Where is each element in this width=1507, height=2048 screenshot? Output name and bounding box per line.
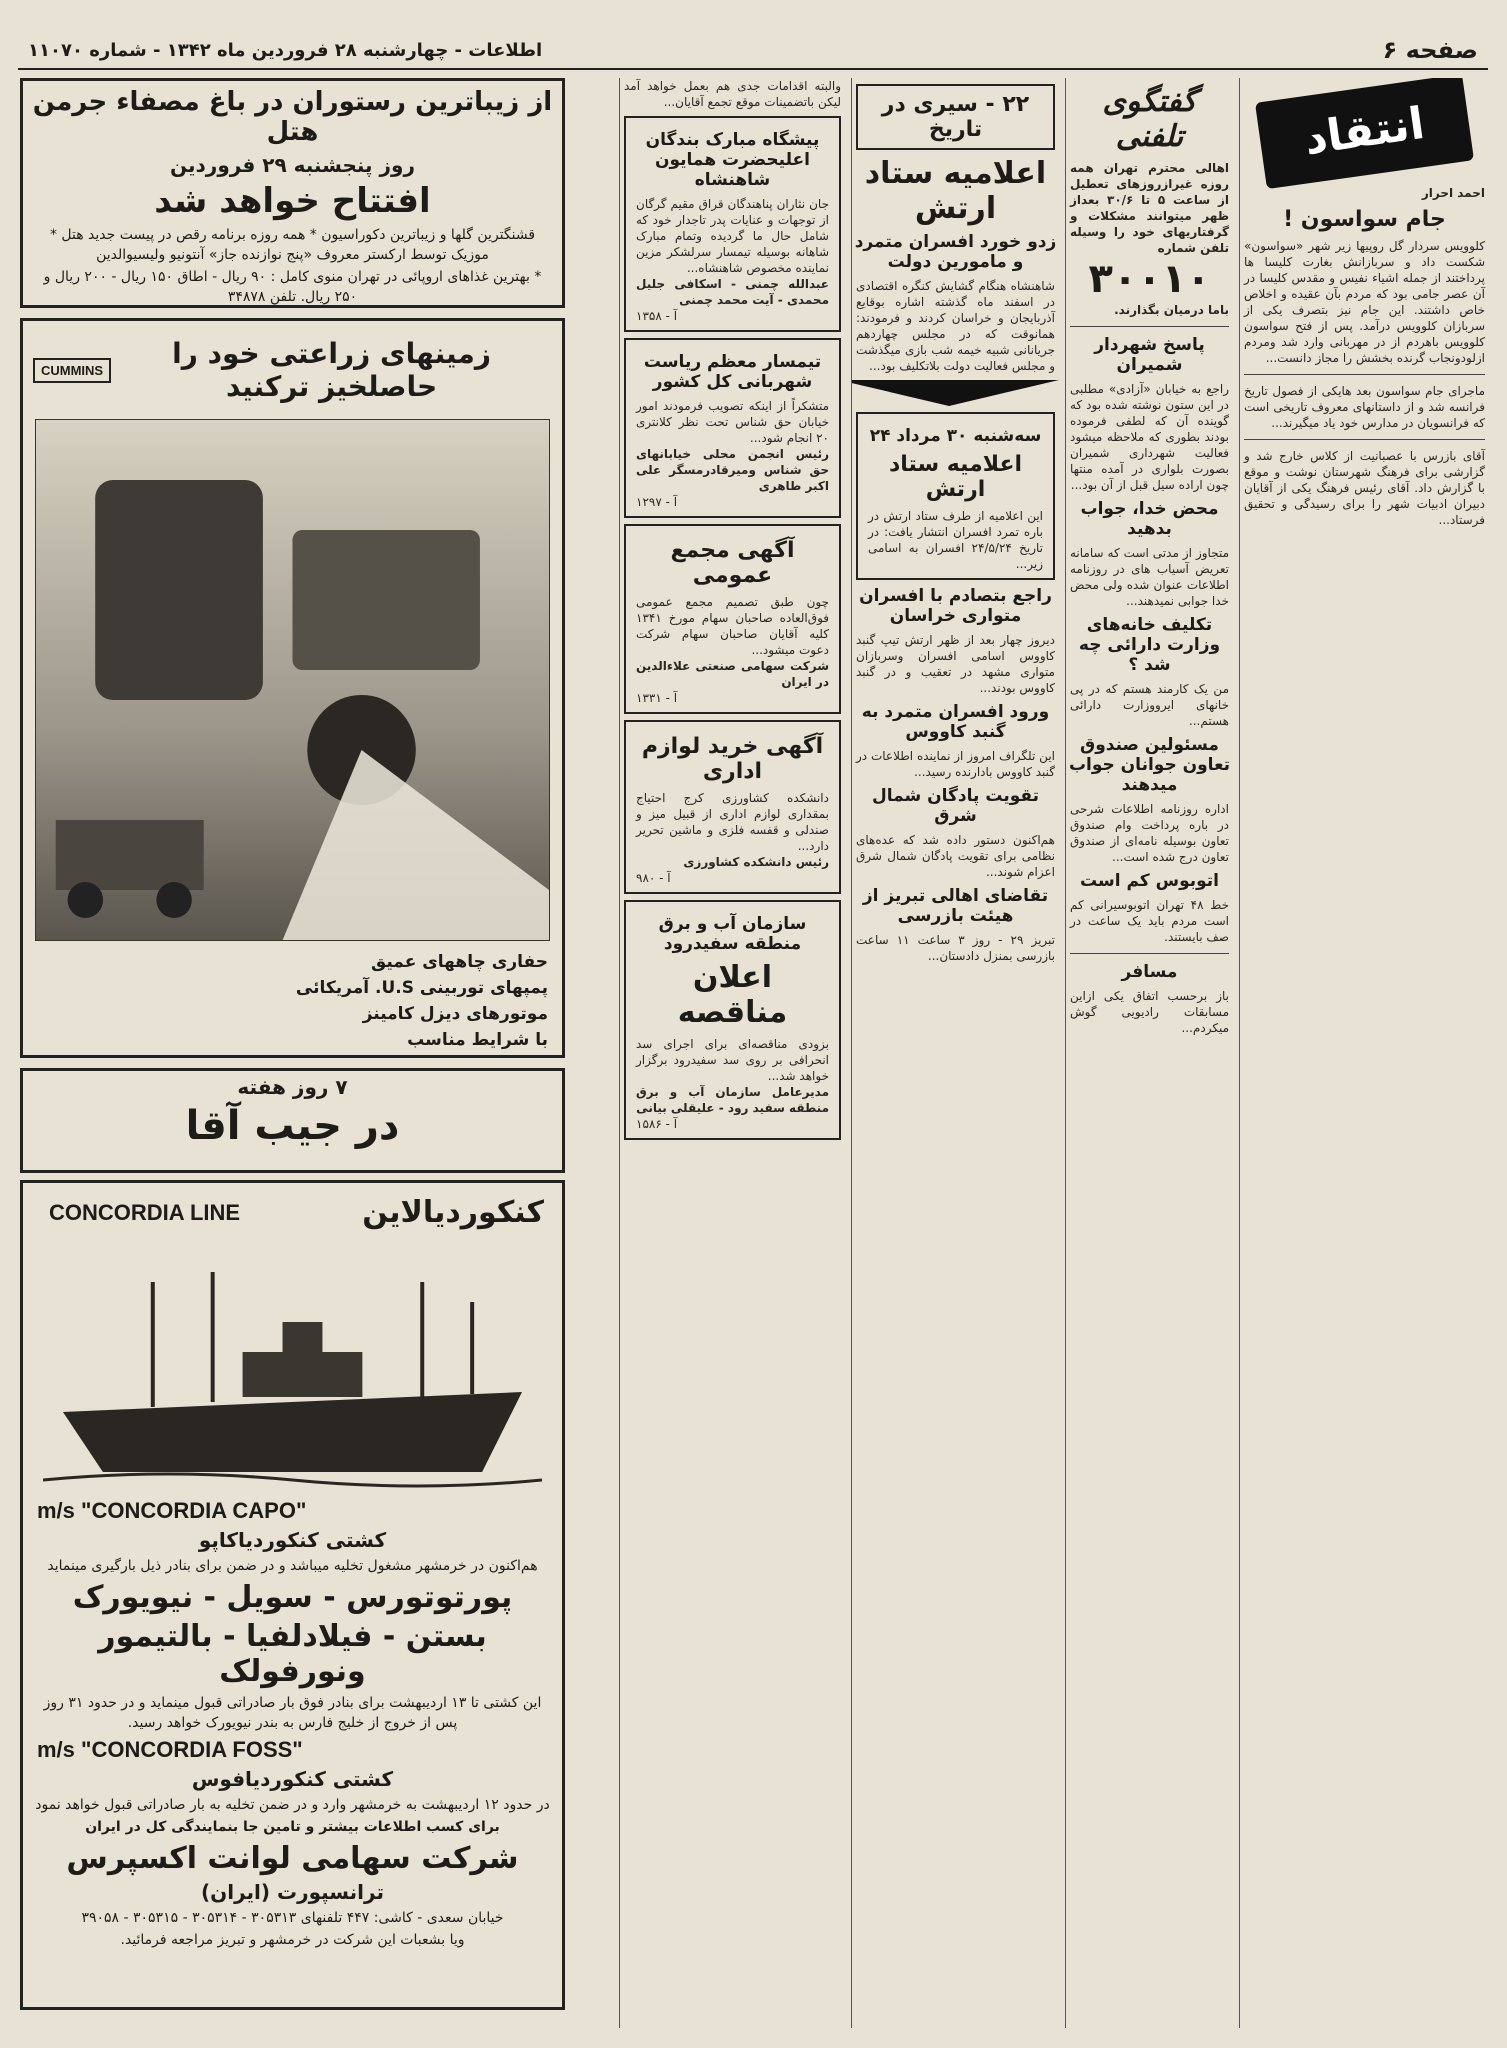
notice-code: آ - ۹۸۰ (636, 871, 671, 885)
item-title: تکلیف خانه‌های وزارت دارائی چه شد ؟ (1078, 615, 1221, 675)
section-banner: ۲۲ - سیری در تاریخ (856, 84, 1055, 150)
notice-signature: شرکت سهامی صنعتی علاءالدین در ایران (636, 659, 829, 689)
section-title: گفتگوی تلفنی (1102, 84, 1197, 154)
divider (1244, 439, 1485, 440)
column-criticism (1239, 78, 1489, 2028)
cummins-logo: CUMMINS (33, 358, 111, 383)
notice-signature: رئیس دانشکده کشاورزی (683, 855, 829, 869)
box-body: این اعلامیه از طرف ستاد ارتش در باره تمرد افسران انتشار یافت: در تاریخ ۲۴/۵/۲۴ افسران به اسامی زیر... (868, 509, 1043, 571)
ad-headline: زمینهای زراعتی خود را حاصلخیز ترکنید (172, 337, 491, 403)
notice-body: چون طبق تصمیم مجمع عمومی فوق‌العاده صاحبان سهام مورخ ۱۳۴۱ کلیه آقایان صاحبان سهام شرکت دعوت میشود... (636, 595, 829, 657)
feature-item: موتورهای دیزل کامینز (362, 1004, 548, 1024)
notice-body: متشکراً از اینکه تصویب فرمودند امور خیابان حق شناس تحت نظر کلانتری ۲۰ انجام شود... (636, 399, 829, 445)
item-title: اتوبوس کم است (1080, 871, 1219, 891)
notice-signature: رئیس انجمن محلی خیابانهای حق شناس ومیرقادرمسگر علی اکبر طاهری (636, 447, 829, 493)
divider (1070, 953, 1229, 954)
article-body: تبریز ۲۹ - روز ۳ ساعت ۱۱ ساعت بازرسی بمنزل دادستان... (856, 933, 1055, 963)
item-body: من یک کارمند هستم که در پی خانهای ایرووزارت دارائی هستم... (1070, 682, 1229, 728)
article-subheadline: تقویت پادگان شمال شرق (871, 786, 1039, 826)
page-number: صفحه ۶ (1382, 36, 1478, 64)
item-title: محض خدا، جواب بدهید (1080, 499, 1219, 539)
ad-line: این کشتی تا ۱۳ اردیبهشت برای بنادر فوق بار صادراتی قبول مینماید و در حدود ۳۱ روز پس از خروج از خلیج فارس به بندر نیویورک خواهد رسید. (43, 1695, 542, 1731)
notice-title: آگهی مجمع عمومی (670, 538, 795, 588)
ad-line: از زیباترین رستوران در باغ مصفاء جرمن هتل (32, 87, 553, 147)
ad-line: * بهترین غذاهای اروپائی در تهران منوی کامل : ۹۰ ریال - اطاق ۱۵۰ ریال - ۲۰۰ ریال و ۲۵۰ ریال. تلفن ۳۴۸۷۸ (43, 269, 542, 305)
phone-intro: اهالی محترم تهران همه روزه غیرازروزهای تعطیل از ساعت ۵ تا ۳۰/۶ بعداز ظهر میتوانند مشکلات و گرفتاریهای خود را وسیله تلفن شماره (1070, 161, 1229, 255)
ad-address: ویا بشعبات این شرکت در خرمشهر و تبریز مراجعه فرمائید. (120, 1932, 465, 1948)
ship-icon (43, 1242, 542, 1492)
article-subheadline: تقاضای اهالی تبریز از هیئت بازرسی (862, 886, 1049, 926)
notice-code: آ - ۱۵۸۶ (636, 1117, 678, 1131)
article-headline: اعلامیه ستاد ارتش (864, 156, 1047, 226)
article-subheadline: ورود افسران متمرد به گنبد کاووس (861, 702, 1050, 742)
column-phone (1065, 78, 1233, 2028)
company-name: شرکت سهامی لوانت اکسپرس (66, 1841, 519, 1876)
ship-illustration (43, 1242, 542, 1492)
article-body: شاهنشاه هنگام گشایش کنگره اقتصادی در اسفند ماه گذشته اشاره بوقایع آذربایجان و خراسان کردند و فرمودند: همانوقت که در مجلس چهاردهم جریانانی شبیه خیمه شب بازی میگذشت و مجلس فعالیت دولت بلاتکلیف بود... (856, 279, 1055, 373)
ad-german-hotel (20, 78, 565, 308)
notice-box (624, 720, 841, 894)
notice-title: آگهی خرید لوازم اداری (641, 734, 824, 784)
article-body: آقای بازرس با عصبانیت از کلاس خارج شد و گزارشی برای فرهنگ شهرستان نوشت و موقع با گزارش داد. آقای رئیس فرهنگ یکی از آقایان دبیران ادبیات شهر را برای رسیدگی و تحقیق فرستاد... (1244, 449, 1485, 527)
ad-line: هم‌اکنون در خرمشهر مشغول تخلیه میباشد و در ضمن برای بنادر ذیل بارگیری مینماید (47, 1558, 538, 1574)
notice-code: آ - ۱۳۵۸ (636, 309, 678, 323)
box-headline: اعلامیه ستاد ارتش (888, 452, 1023, 502)
ad-line: در حدود ۱۲ اردیبهشت به خرمشهر وارد و در ضمن تخلیه به بار صادراتی قبول خواهد نمود (35, 1797, 550, 1813)
ad-concordia (20, 1180, 565, 2010)
phone-number: ۳۰۰۱۰ (1088, 256, 1211, 302)
article-body: این تلگراف امروز از نماینده اطلاعات در گنبد کاووس بادارنده رسید... (856, 749, 1055, 779)
byline: احمد احرار (1421, 186, 1485, 200)
article-subheadline: زدو خورد افسران متمرد و مامورین دولت (854, 232, 1057, 272)
pump-icon (36, 420, 549, 940)
notice-title: تیمسار معظم ریاست شهربانی کل کشور (643, 352, 822, 392)
article-body: والبته اقدامات جدی هم بعمل خواهد آمد لیکن باتضمینات موقع تجمع آقایان... (624, 79, 841, 109)
notice-code: آ - ۱۳۳۱ (636, 691, 678, 705)
notice-box (624, 900, 841, 1140)
announcement-box (856, 412, 1055, 580)
article-body: ماجرای جام سواسون بعد هایکی از فصول تاریخ فرانسه شد و از داستانهای معروف تاریخی است که فرانسویان در مدارس خود یاد میگیرند... (1244, 384, 1485, 430)
item-body: متجاوز از مدتی است که سامانه تعریض آسیاب های در روزنامه اطلاعات عنوان شده ولی محض خدا جوابی نمیدهند... (1070, 546, 1229, 608)
arrow-icon (851, 380, 1059, 406)
ship-name-persian: کشتی کنکوردیافوس (191, 1767, 394, 1791)
ad-line: قشنگترین گلها و زیباترین دکوراسیون * همه روزه برنامه رقص در پیست جدید هتل * موزیک توسط ارکستر معروف «پنج نوازنده جاز» آنتونیو ولیسیوالدین (49, 227, 536, 263)
brand-english: CONCORDIA LINE (49, 1199, 241, 1225)
ad-headline: در جیب آقا (185, 1103, 400, 1149)
article-subheadline: راجع بتصادم با افسران متواری خراسان (859, 586, 1052, 626)
ad-seven-days (20, 1068, 565, 1173)
ad-line: ۷ روز هفته (237, 1075, 348, 1099)
notice-body: دانشکده کشاورزی کرج احتیاج بمقداری لوازم اداری از قبیل میز و صندلی و قفسه فلزی و ماشین تحریر دارد... (636, 791, 829, 853)
notice-headline: اعلان مناقصه (677, 960, 788, 1030)
ad-cummins (20, 318, 565, 1058)
article-body: دیروز چهار بعد از ظهر ارتش تیپ گنبد کاووس اسامی افسران وسربازان متواری مشهد در تعقیب و در گنبد کاووس بودند... (856, 633, 1055, 695)
dateline: اطلاعات - چهارشنبه ۲۸ فروردین ماه ۱۳۴۲ - شماره ۱۱۰۷۰ (28, 40, 543, 61)
article-headline: جام سواسون ! (1283, 207, 1446, 232)
feature-item: پمپهای توربینی U.S. آمریکائی (295, 978, 548, 998)
feature-item: با شرایط مناسب (407, 1030, 548, 1050)
item-title: مسافر (1121, 962, 1178, 982)
notice-code: آ - ۱۲۹۷ (636, 495, 678, 509)
ship-name-persian: کشتی کنکوردیاکاپو (198, 1528, 387, 1552)
column-history (851, 78, 1059, 2028)
notice-title: سازمان آب و برق منطقه سفیدرود (658, 914, 807, 954)
notice-box (624, 116, 841, 332)
notice-title: پیشگاه مبارک بندگان اعلیحضرت همایون شاهنشاه (645, 130, 820, 190)
box-title: سه‌شنبه ۳۰ مرداد ۲۴ (869, 426, 1042, 446)
feature-item: حفاری چاههای عمیق (371, 952, 548, 972)
item-body: باز برحسب اتفاق یکی ازاین مسابقات رادیویی گوش میکردم... (1070, 989, 1229, 1035)
ad-address: خیابان سعدی - کاشی: ۴۴۷ تلفنهای ۳۰۵۳۱۳ - ۳۰۵۳۱۴ - ۳۰۵۳۱۵ - ۳۹۰۵۸ (81, 1910, 504, 1926)
item-body: اداره روزنامه اطلاعات شرحی در باره پرداخت وام صندوق تعاون بوسیله نامه‌ای از صندوق تعاون درج شده است... (1070, 802, 1229, 864)
notice-box (624, 524, 841, 714)
brand-persian: کنکوردیالاین (362, 1195, 544, 1230)
divider (1070, 326, 1229, 327)
column-notices (619, 78, 845, 2028)
item-body: راجع به خیابان «آزادی» مطلبی در این ستون نوشته شده بود که گوینده آن که لطفی فرموده بودند بطوری که ملاحظه میشود فعالیت شهرداری شمیران بصورت بلواری در آمده منتها چون اراده سیل قبل از آن بود... (1070, 382, 1229, 492)
company-name: ترانسپورت (ایران) (201, 1880, 384, 1904)
notice-signature: عبدالله چمنی - اسکافی جلیل محمدی - آیت محمد چمنی (636, 277, 829, 307)
notice-box (624, 338, 841, 518)
item-title: پاسخ شهردار شمیران (1094, 335, 1205, 375)
phone-outro: باما درمیان بگذارند. (1114, 303, 1229, 317)
article-body: کلوویس سردار گل روپیها زیر شهر «سواسون» شکست داد و سربازانش بغارت کلیسا ها پرداختند از جمله اشیاء نفیس و مقدس کلیسا در آن عصر جامی بود که مردم بآن عقیده و اخلاص خاص داشتند. این جام نیز بتصرف یکی از سربازان کلوویس درآمد. پس از فتح سواسون کلوویس باهردم از در مهربانی وارد شد ومردم ازلودونجاب گرنده بخشش را مجاز دانست... (1244, 239, 1485, 365)
pump-illustration (35, 419, 550, 941)
ad-headline: افتتاح خواهد شد (154, 181, 431, 221)
ad-line: برای کسب اطلاعات بیشتر و تامین جا بنمایندگی کل در ایران (85, 1819, 500, 1835)
notice-body: جان نثاران پناهندگان قراق مقیم گرگان از توجهات و عنایات پدر تاجدار خود که شامل حال ما گردیده وتمام مبارک شاهانه بوسیله تیمسار سرلشکر مزین نماینده مخصوص شاهنشاه... (636, 197, 829, 275)
divider (1244, 374, 1485, 375)
feature-list (37, 949, 548, 1053)
notice-signature: مدیرعامل سازمان آب و برق منطقه سفید رود - علیقلی بیانی (636, 1085, 829, 1115)
ad-line: روز پنجشنبه ۲۹ فروردین (170, 153, 415, 177)
item-body: خط ۴۸ تهران اتوبوسیرانی کم است مردم باید یک ساعت در صف بایستند. (1070, 898, 1229, 944)
ship-name-english: m/s "CONCORDIA FOSS" (37, 1737, 303, 1762)
ports-line: پورتوتورس - سویل - نیویورک (72, 1580, 513, 1615)
page-header (18, 30, 1488, 70)
criticism-logo: انتقاد (1255, 78, 1474, 189)
notice-body: بزودی مناقصه‌ای برای اجرای سد انحرافی بر روی سد سفیدرود برگزار خواهد شد... (636, 1037, 829, 1083)
article-body: هم‌اکنون دستور داده شد که عده‌های نظامی برای تقویت پادگان شمال شرق اعزام شوند... (856, 833, 1055, 879)
item-title: مسئولین صندوق تعاون جوانان جواب میدهند (1068, 735, 1231, 795)
ports-line: بستن - فیلادلفیا - بالتیمور ونورفولک (98, 1619, 487, 1689)
ship-name-english: m/s "CONCORDIA CAPO" (37, 1498, 307, 1523)
